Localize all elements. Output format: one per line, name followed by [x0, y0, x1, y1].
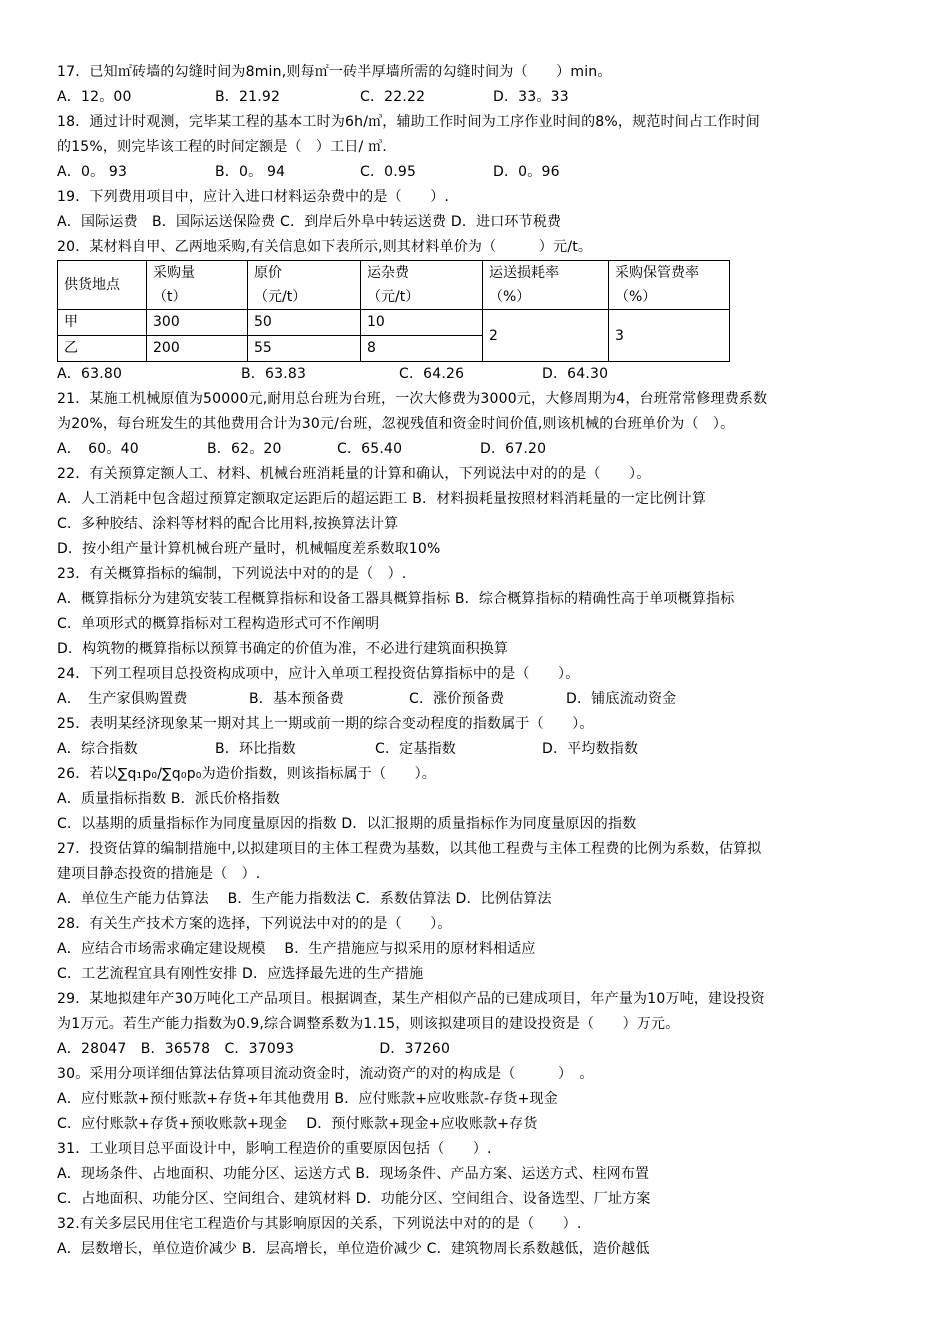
options-19: A．国际运费 B．国际运送保险费 C．到岸后外阜中转运送费 D．进口环节税费: [57, 214, 562, 230]
question-23-line: C．单项形式的概算指标对工程构造形式可不作阐明: [57, 616, 380, 632]
question-20: 20．某材料自甲、乙两地采购,有关信息如下表所示,则其材料单价为（ ）元/t。: [57, 239, 593, 255]
question-22-line: A．人工消耗中包含超过预算定额取定运距后的超运距工 B．材料损耗量按照材料消耗量的一定比例计算: [57, 491, 707, 507]
option-d: D．64.30: [542, 366, 609, 382]
cell: 甲: [58, 310, 147, 336]
header-quantity: 采购量 （t）: [147, 261, 248, 310]
question-18-cont: 的15%，则完毕该工程的时间定额是（ ）工日/ ㎥.: [57, 139, 387, 155]
option-a: A． 生产家俱购置费: [57, 691, 188, 707]
question-22-line: C．多种胶结、涂料等材料的配合比用料,按换算法计算: [57, 516, 399, 532]
options-20: [57, 362, 897, 387]
options-25: [57, 737, 897, 762]
header-price: 原价 （元/t）: [248, 261, 361, 310]
question-26-line: A．质量指标指数 B．派氏价格指数: [57, 791, 281, 807]
question-27-cont: 建项目静态投资的措施是（ ）.: [57, 866, 261, 882]
cell: 200: [147, 336, 248, 362]
options-24: [57, 687, 897, 712]
cell-storage-rate: 3: [609, 310, 730, 362]
cell-loss-rate: 2: [483, 310, 609, 362]
header-storage-rate: 采购保管费率 （%）: [609, 261, 730, 310]
material-table: [57, 260, 730, 362]
header-freight: 运杂费 （元/t）: [361, 261, 483, 310]
question-30: 30。采用分项详细估算法估算项目流动资金时，流动资产的对的构成是（ ） 。: [57, 1066, 594, 1082]
option-a: A．63.80: [57, 366, 123, 382]
option-b: B．21.92: [215, 89, 281, 105]
option-b: B．基本预备费: [249, 691, 345, 707]
option-b: B．环比指数: [215, 741, 296, 757]
option-c: C．22.22: [360, 89, 426, 105]
option-b: B．0。 94: [215, 164, 286, 180]
table-row: [58, 310, 730, 336]
option-b: B．63.83: [241, 366, 307, 382]
question-22-line: D．按小组产量计算机械台班产量时，机械幅度差系数取10%: [57, 541, 441, 557]
question-26: 26．若以∑q₁p₀/∑q₀p₀为造价指数，则该指标属于（ ）。: [57, 766, 436, 782]
option-c: C．涨价预备费: [409, 691, 505, 707]
question-21-cont: 为20%，每台班发生的其他费用合计为30元/台班，忽视残值和资金时间价值,则该机械的台班单价为（ ）。: [57, 416, 735, 432]
question-23: 23．有关概算指标的编制，下列说法中对的的是（ ）.: [57, 566, 407, 582]
question-27: 27．投资估算的编制措施中,以拟建项目的主体工程费为基数，以其他工程费与主体工程费的比例为系数，估算拟: [57, 841, 762, 857]
option-d: D．0。96: [493, 164, 560, 180]
question-21: 21．某施工机械原值为50000元,耐用总台班为台班，一次大修费为3000元，大修周期为4，台班常常修理费系数: [57, 391, 768, 407]
question-26-line: C．以基期的质量指标作为同度量原因的指数 D．以汇报期的质量指标作为同度量原因的指数: [57, 816, 637, 832]
option-a: A．0。 93: [57, 164, 128, 180]
question-27-options: A．单位生产能力估算法 B．生产能力指数法 C．系数估算法 D．比例估算法: [57, 891, 552, 907]
question-29-cont: 为1万元。若生产能力指数为0.9,综合调整系数为1.15，则该拟建项目的建设投资是（ ）万元。: [57, 1016, 680, 1032]
cell: 50: [248, 310, 361, 336]
header-loss-rate: 运送损耗率 （%）: [483, 261, 609, 310]
question-18: 18．通过计时观测，完毕某工程的基本工时为6h/㎥，辅助工作时间为工序作业时间的8%，规范时间占工作时间: [57, 114, 760, 130]
question-31-line: A．现场条件、占地面积、功能分区、运送方式 B．现场条件、产品方案、运送方式、柱网布置: [57, 1166, 650, 1182]
options-21: [57, 437, 897, 462]
cell: 乙: [58, 336, 147, 362]
question-22: 22．有关预算定额人工、材料、机械台班消耗量的计算和确认，下列说法中对的的是（ ）。: [57, 466, 651, 482]
question-19: 19．下列费用项目中，应计入进口材料运杂费中的是（ ）.: [57, 189, 450, 205]
question-31: 31．工业项目总平面设计中，影响工程造价的重要原因包括（ ）.: [57, 1141, 492, 1157]
question-25: 25．表明某经济现象某一期对其上一期或前一期的综合变动程度的指数属于（ ）。: [57, 716, 594, 732]
option-c: C．定基指数: [375, 741, 456, 757]
option-b: B．62。20: [207, 441, 282, 457]
question-24: 24．下列工程项目总投资构成项中，应计入单项工程投资估算指标中的是（ ）。: [57, 666, 580, 682]
question-32: 32.有关多层民用住宅工程造价与其影响原因的关系，下列说法中对的的是（ ）.: [57, 1216, 582, 1232]
question-28: 28．有关生产技术方案的选择，下列说法中对的的是（ ）。: [57, 916, 452, 932]
question-32-line: A．层数增长，单位造价减少 B．层高增长，单位造价减少 C．建筑物周长系数越低，造价越低: [57, 1241, 650, 1257]
question-17: 17．已知㎡砖墙的勾缝时间为8min,则每㎡一砖半厚墙所需的勾缝时间为（ ）min。: [57, 64, 612, 80]
question-23-line: D．构筑物的概算指标以预算书确定的价值为准，不必进行建筑面积换算: [57, 641, 509, 657]
option-d: D．33。33: [493, 89, 569, 105]
cell: 300: [147, 310, 248, 336]
question-28-line: A．应结合市场需求确定建设规模 B．生产措施应与拟采用的原材料相适应: [57, 941, 536, 957]
option-a: A． 60。40: [57, 441, 139, 457]
options-29: A．28047 B．36578 C．37093 D．37260: [57, 1041, 451, 1057]
option-d: D．铺底流动资金: [566, 691, 677, 707]
exam-page: [57, 60, 897, 1262]
cell: 55: [248, 336, 361, 362]
option-a: A．12。00: [57, 89, 132, 105]
options-18: [57, 160, 897, 185]
question-31-line: C．占地面积、功能分区、空间组合、建筑材料 D．功能分区、空间组合、设备选型、厂址方案: [57, 1191, 651, 1207]
question-29: 29．某地拟建年产30万吨化工产品项目。根据调查，某生产相似产品的已建成项目，年产量为10万吨，建设投资: [57, 991, 765, 1007]
question-28-line: C．工艺流程宜具有刚性安排 D．应选择最先进的生产措施: [57, 966, 424, 982]
option-d: D．67.20: [480, 441, 547, 457]
option-d: D．平均数指数: [542, 741, 639, 757]
options-17: [57, 85, 897, 110]
option-c: C．64.26: [399, 366, 465, 382]
option-c: C．0.95: [360, 164, 417, 180]
option-c: C．65.40: [337, 441, 403, 457]
cell: 8: [361, 336, 483, 362]
question-30-line: A．应付账款+预付账款+存货+年其他费用 B．应付账款+应收账款-存货+现金: [57, 1091, 558, 1107]
question-23-line: A．概算指标分为建筑安装工程概算指标和设备工器具概算指标 B．综合概算指标的精确性高于单项概算指标: [57, 591, 735, 607]
option-a: A．综合指数: [57, 741, 138, 757]
cell: 10: [361, 310, 483, 336]
header-location: 供货地点: [58, 261, 147, 310]
question-30-line: C．应付账款+存货+预收账款+现金 D．预付账款+现金+应收账款+存货: [57, 1116, 538, 1132]
